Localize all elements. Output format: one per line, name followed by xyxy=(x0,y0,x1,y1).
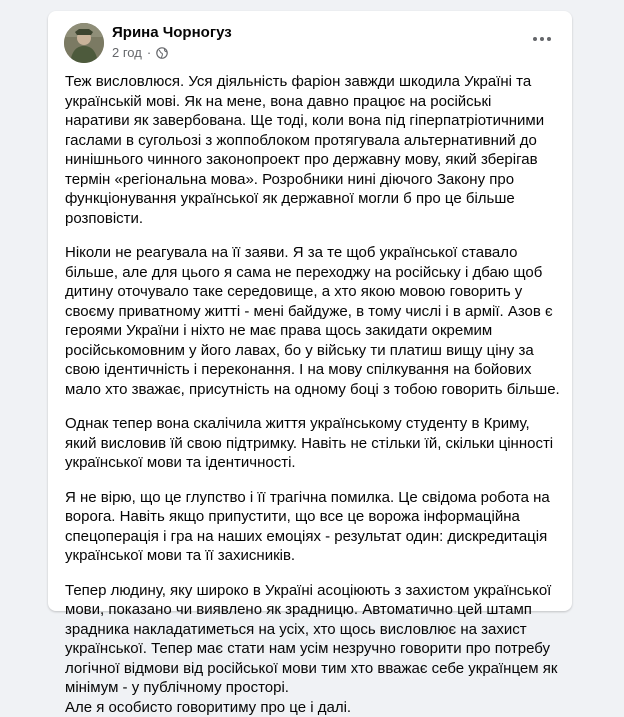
post-meta xyxy=(112,45,168,60)
globe-icon[interactable] xyxy=(156,47,168,59)
more-options-icon[interactable] xyxy=(524,27,560,51)
post-paragraph: Тепер людину, яку широко в Україні асоціюють з захистом української мови, показано чи виявлено як зрадницю. Автоматично цей штамп зрадника накладатиметься на усіх, хто щось висловлює на захист української. Тепер має стати нам усім незручно говорити про потребу логічної відмови від російської мови тим хто вважає себе українцем як мінімум - у публічному просторі. Але я особисто говоритиму про це і далі. xyxy=(65,581,560,717)
post-text xyxy=(65,72,560,717)
avatar[interactable] xyxy=(64,23,104,63)
post-paragraph: Теж висловлюся. Уся діяльність фаріон завжди шкодила Україні та українській мові. Як на мене, вона давно працює на російські наративи як завербована. Ще тоді, коли вона під гіперпатріотичними гаслами в сугольозі з жоппоблоком протягувала альтернативний до нинішнього чинного законопроект про державну мову, який зберігав термін «регіональна мова». Розробники нині діючого Закону про функціонування української як державної могли б про це більше розповісти. xyxy=(65,72,560,228)
avatar-photo xyxy=(64,23,104,63)
post-paragraph: Однак тепер вона скалічила життя українському студенту в Криму, який висловив їй свою підтримку. Навіть не стільки їй, скільки цінності української мови та ідентичності. xyxy=(65,414,560,473)
post-paragraph: Я не вірю, що це глупство і її трагічна помилка. Це свідома робота на ворога. Навіть якщо припустити, що все це ворожа інформаційна спецоперація і гра на наших емоціях - результат один: дискредитація української мови та її захисників. xyxy=(65,488,560,566)
author-name[interactable]: Ярина Чорногуз xyxy=(112,24,232,41)
meta-separator: · xyxy=(147,45,151,60)
post-card xyxy=(48,11,572,611)
post-paragraph: Ніколи не реагувала на її заяви. Я за те щоб української ставало більше, але для цього я сама не переходжу на російську і дбаю щоб дитину оточувало таке середовище, а хто якою мовою говорить у своєму приватному житті - мені байдуже, в тому числі і в армії. Азов є героями України і ніхто не має права щось закидати окремим російськомовним у його лавах, бо у війську ти платиш вищу ціну за свою ідентичність і переконання. І на мову спілкування на бойових мало хто зважає, присутність на одному боці з тобою говорить більше. xyxy=(65,243,560,399)
post-timestamp[interactable]: 2 год xyxy=(112,45,142,60)
